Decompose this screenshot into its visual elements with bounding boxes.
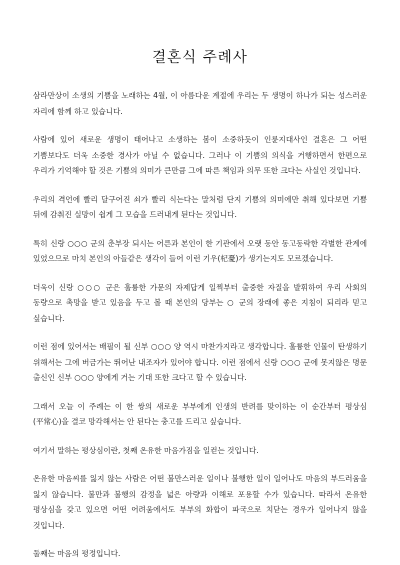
paragraph-6: 이런 점에 있어서는 배필이 될 신부 ○○○ 양 역시 마찬가지라고 생각합니다. 훌륭한 인물이 탄생하기 위해서는 그에 버금가는 뛰어난 내조자가 있어야 합니다. 이런 점에서 신랑 ○○○ 군에 못지않은 명문 출신인 신부 ○○○ 양에게 거는 기대 또한 크다고 할 수 있습니다. [33,342,367,382]
paragraph-7: 그래서 오늘 이 주례는 이 한 쌍의 새로운 부부에게 인생의 반려를 맞이하는 이 순간부터 평상심(平常心)을 결코 망각해서는 안 된다는 충고를 드리고 싶습니다. [33,401,367,426]
paragraph-8: 여기서 말하는 평상심이란, 첫째 온유한 마음가짐을 일컫는 것입니다. [33,445,259,455]
paragraph-9: 온유한 마음씨를 잃지 않는 사람은 어떤 불만스러운 일이나 불행한 일이 일어나도 마음의 부드러움을 잃지 않습니다. 불만과 불행의 감정을 넓은 아량과 이해로 포용할 수가 있습니다. 따라서 온유한 평상심을 갖고 있으면 어떤 어려움에서도 부부의 화합이 파국으로 치닫는 경우가 일어나지 않을 것입니다. [33,474,367,530]
document-body [33,88,367,562]
paragraph-2: 사람에 있어 새로운 생명이 태어나고 소생하는 봄이 소중하듯이 인륜지대사인 결혼은 그 어떤 기쁨보다도 더욱 소중한 경사가 아닐 수 없습니다. 그러나 이 기쁨의 의식을 거행하면서 한편으로 우리가 기억해야 할 것은 기쁨의 의미가 큰만큼 그에 따른 책임과 의무 또한 크다는 사실인 것입니다. [33,135,367,175]
paragraph-10: 둘째는 마음의 평정입니다. [33,549,121,558]
paragraph-5: 더욱이 신랑 ○○○ 군은 훌륭한 가문의 자제답게 일찍부터 출중한 자질을 발휘하여 우리 사회의 동량으로 촉망을 받고 있음을 두고 볼 때 본인의 당부는 ○ 군의 장래에 좋은 지침이 되리라 믿고 싶습니다. [33,282,367,323]
paragraph-3: 우리의 격언에 빨리 달구어진 쇠가 빨리 식는다는 말처럼 단지 기쁨의 의미에만 취해 있다보면 기쁨 뒤에 감춰진 실망이 쉽게 그 모습을 드러내게 된다는 것입니다. [33,194,367,219]
paragraph-1: 삼라만상이 소생의 기쁨을 노래하는 4월, 이 아름다운 계절에 우리는 두 생명이 하나가 되는 성스러운 자리에 함께 하고 있습니다. [33,91,367,116]
document-title: 결혼식 주례사 [152,50,248,66]
paragraph-4: 특히 신랑 ○○○ 군의 춘부장 되시는 어른과 본인이 한 기관에서 오랫 동안 동고동락한 각별한 관계에 있었으므로 마치 본인의 아들같은 생각이 들어 이런 기우(杞憂)가 생기는지도 모르겠습니다. [33,238,367,263]
